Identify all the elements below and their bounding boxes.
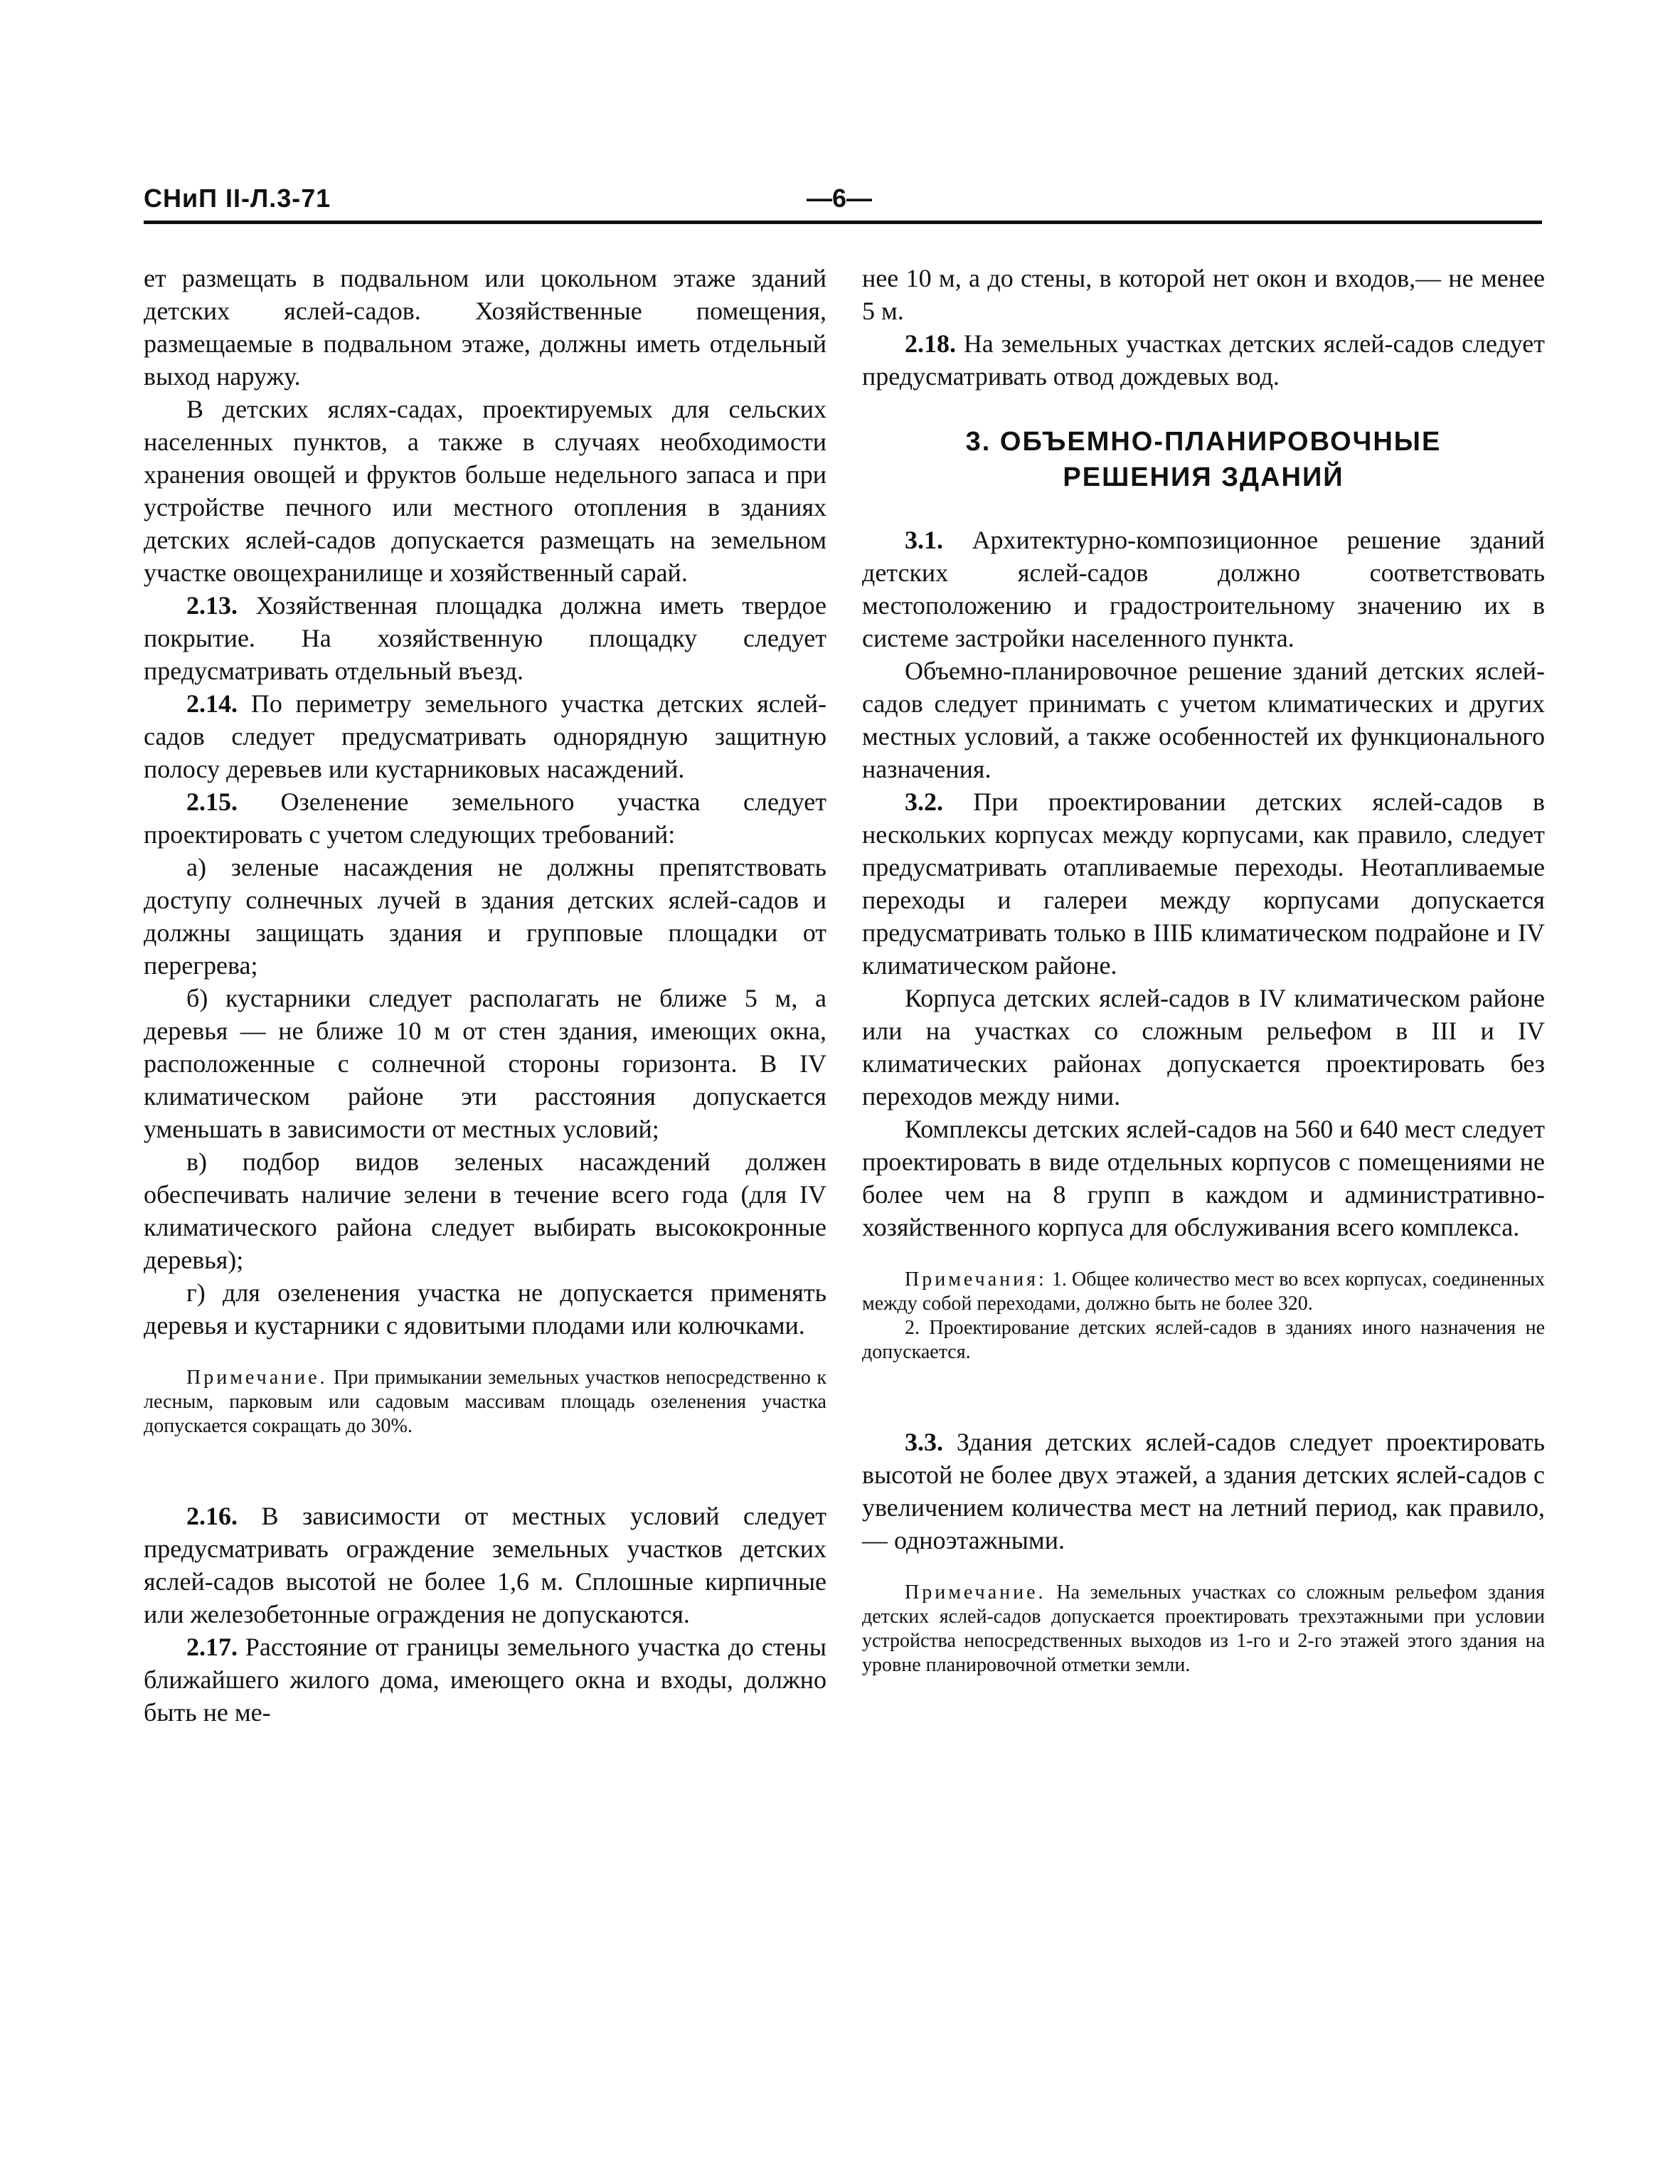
- note-label: Примечание.: [186, 1367, 328, 1389]
- clause-3-1: 3.1. Архитектурно-композиционное решение зданий детских яслей-садов должно соответствовать местоположению и градостроительному значению их в системе застройки населенного пункта.: [862, 526, 1546, 652]
- note-label: Примечание.: [905, 1581, 1046, 1603]
- clause-2-15: 2.15. Озеленение земельного участка следует проектировать с учетом следующих требований:: [144, 788, 827, 849]
- document-code: СНиП II-Л.3-71: [144, 184, 331, 213]
- clause-2-14: 2.14. По периметру земельного участка детских яслей-садов следует предусматривать однорядную защитную полосу деревьев или кустарниковых насаждений.: [144, 689, 826, 783]
- clause-number: 3.3.: [905, 1428, 943, 1456]
- note: Примечание. На земельных участках со сложным рельефом здания детских яслей-садов допускается проектировать трехэтажными при условии устройства непосредственных выходов из 1-го и 2-го этажей этого здания на уровне планировочной отметки земли.: [862, 1581, 1545, 1676]
- note-label: Примечания:: [905, 1268, 1047, 1290]
- left-column: [144, 262, 826, 1729]
- clause-3-3: 3.3. Здания детских яслей-садов следует проектировать высотой не более двух этажей, а здания детских яслей-садов с увеличением количества мест на летний период, как правило,— одноэтажными.: [862, 1428, 1546, 1554]
- clause-number: 3.1.: [905, 526, 943, 554]
- clause-2-13: 2.13. Хозяйственная площадка должна иметь твердое покрытие. На хозяйственную площадку следует предусматривать отдельный въезд.: [144, 591, 826, 685]
- header-rule: [144, 221, 1542, 224]
- paragraph: В детских яслях-садах, проектируемых для сельских населенных пунктов, а также в случаях необходимости хранения овощей и фруктов больше недельного запаса и при устройстве печного или местного отопления в зданиях детских яслей-садов допускается размещать на земельном участке овощехранилище и хозяйственный сарай.: [144, 395, 826, 587]
- note-2: 2. Проектирование детских яслей-садов в зданиях иного назначения не допускается.: [862, 1317, 1545, 1363]
- clause-number: 2.18.: [905, 329, 956, 358]
- note: Примечание. При примыкании земельных участков непосредственно к лесным, парковым или садовым массивам площадь озеленения участка допускается сокращать до 30%.: [144, 1367, 827, 1437]
- clause-number: 2.14.: [186, 689, 238, 718]
- section-title: 3. ОБЪЕМНО-ПЛАНИРОВОЧНЫЕ РЕШЕНИЯ ЗДАНИЙ: [965, 427, 1442, 492]
- page-header: [144, 184, 1542, 223]
- paragraph: Комплексы детских яслей-садов на 560 и 640 мест следует проектировать в виде отдельных корпусов с помещениями не более чем на 8 групп в каждом и административно-хозяйственного корпуса для обслуживания всего комплекса.: [862, 1115, 1545, 1241]
- paragraph: Объемно-планировочное решение зданий детских яслей-садов следует принимать с учетом климатических и других местных условий, а также особенностей их функционального назначения.: [862, 657, 1545, 783]
- clause-number: 2.16.: [186, 1502, 238, 1530]
- note-1: Примечания: 1. Общее количество мест во всех корпусах, соединенных между собой переходами, должно быть не более 320.: [862, 1268, 1545, 1315]
- clause-number: 2.17.: [186, 1633, 238, 1661]
- clause-2-18: 2.18. На земельных участках детских яслей-садов следует предусматривать отвод дождевых вод.: [862, 329, 1545, 391]
- paragraph: Корпуса детских яслей-садов в IV климатическом районе или на участках со сложным рельефом в III и IV климатических районах допускается проектировать без переходов между ними.: [862, 984, 1545, 1110]
- list-item-b: б) кустарники следует располагать не ближе 5 м, а деревья — не ближе 10 м от стен здания, имеющих окна, расположенные с солнечной стороны горизонта. В IV климатическом районе эти расстояния допускается уменьшать в зависимости от местных условий;: [144, 984, 826, 1143]
- clause-number: 2.13.: [186, 591, 238, 620]
- clause-number: 2.15.: [186, 788, 238, 816]
- paragraph-continuation: ет размещать в подвальном или цокольном этаже зданий детских яслей-садов. Хозяйственные помещения, размещаемые в подвальном этаже, должны иметь отдельный выход наружу.: [144, 264, 826, 391]
- clause-2-17: 2.17. Расстояние от границы земельного участка до стены ближайшего жилого дома, имеющего окна и входы, должно быть не ме-: [144, 1633, 826, 1727]
- paragraph-continuation: нее 10 м, а до стены, в которой нет окон и входов,— не менее 5 м.: [862, 264, 1545, 325]
- list-item-v: в) подбор видов зеленых насаждений должен обеспечивать наличие зелени в течение всего года (для IV климатического района следует выбирать высококронные деревья);: [144, 1147, 826, 1274]
- clause-3-2: 3.2. При проектировании детских яслей-садов в нескольких корпусах между корпусами, как правило, следует предусматривать отапливаемые переходы. Неотапливаемые переходы и галереи между корпусами допускается предусматривать только в IIIБ климатическом подрайоне и IV климатическом районе.: [862, 788, 1545, 980]
- page-number: —6—: [807, 184, 873, 213]
- list-item-a: а) зеленые насаждения не должны препятствовать доступу солнечных лучей в здания детских яслей-садов и должны защищать здания и групповые площадки от перегрева;: [144, 853, 826, 980]
- clause-2-16: 2.16. В зависимости от местных условий следует предусматривать ограждение земельных участков детских яслей-садов высотой не более 1,6 м. Сплошные кирпичные или железобетонные ограждения не допускаются.: [144, 1502, 826, 1628]
- list-item-g: г) для озеленения участка не допускается применять деревья и кустарники с ядовитыми плодами или колючками.: [144, 1278, 826, 1340]
- clause-number: 3.2.: [905, 788, 943, 816]
- right-column: [862, 262, 1545, 1677]
